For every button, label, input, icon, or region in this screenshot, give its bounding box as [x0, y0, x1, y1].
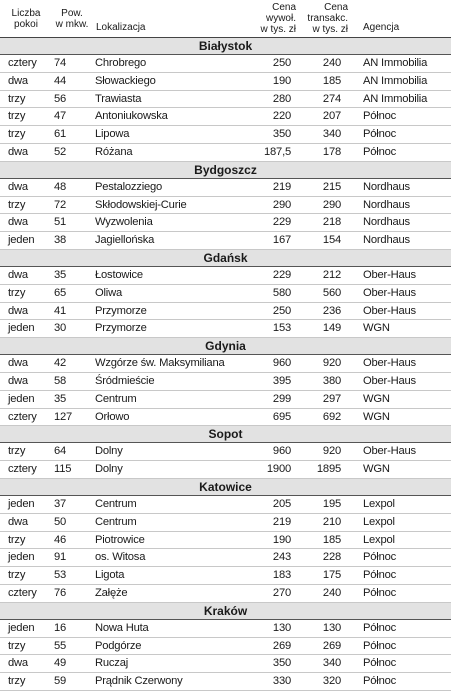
- cell-area: 64: [52, 443, 92, 461]
- cell-rooms: dwa: [0, 143, 52, 161]
- cell-transaction-price: 212: [299, 266, 351, 284]
- cell-transaction-price: 210: [299, 513, 351, 531]
- cell-agency: Lexpol: [351, 531, 451, 549]
- table-row: [0, 232, 451, 250]
- table-row: [0, 443, 451, 461]
- cell-area: 51: [52, 214, 92, 232]
- cell-location: Podgórze: [92, 637, 249, 655]
- table-row: [0, 302, 451, 320]
- cell-transaction-price: 228: [299, 549, 351, 567]
- table-row: [0, 637, 451, 655]
- cell-area: 44: [52, 72, 92, 90]
- cell-area: 48: [52, 178, 92, 196]
- table-row: [0, 584, 451, 602]
- cell-location: Jagiellońska: [92, 232, 249, 250]
- cell-location: Wzgórze św. Maksymiliana: [92, 355, 249, 373]
- cell-rooms: trzy: [0, 196, 52, 214]
- city-name: Gdynia: [0, 338, 451, 355]
- cell-offer-price: 229: [249, 214, 299, 232]
- cell-offer-price: 219: [249, 178, 299, 196]
- cell-rooms: trzy: [0, 443, 52, 461]
- cell-location: Piotrowice: [92, 531, 249, 549]
- cell-agency: Ober-Haus: [351, 443, 451, 461]
- cell-area: 115: [52, 461, 92, 479]
- cell-agency: AN Immobilia: [351, 72, 451, 90]
- cell-agency: WGN: [351, 461, 451, 479]
- cell-offer-price: 229: [249, 266, 299, 284]
- cell-location: Trawiasta: [92, 90, 249, 108]
- table-row: [0, 531, 451, 549]
- cell-offer-price: 350: [249, 126, 299, 144]
- table-row: [0, 90, 451, 108]
- city-section-header: [0, 249, 451, 266]
- cell-rooms: dwa: [0, 266, 52, 284]
- table-row: [0, 408, 451, 426]
- table-row: [0, 126, 451, 144]
- cell-location: Wyzwolenia: [92, 214, 249, 232]
- cell-offer-price: 960: [249, 355, 299, 373]
- cell-offer-price: 330: [249, 673, 299, 691]
- cell-rooms: trzy: [0, 567, 52, 585]
- cell-area: 16: [52, 619, 92, 637]
- cell-offer-price: 220: [249, 108, 299, 126]
- cell-offer-price: 190: [249, 72, 299, 90]
- cell-offer-price: 269: [249, 637, 299, 655]
- table-row: [0, 214, 451, 232]
- cell-agency: AN Immobilia: [351, 55, 451, 73]
- cell-transaction-price: 920: [299, 355, 351, 373]
- cell-rooms: jeden: [0, 390, 52, 408]
- city-name: Kraków: [0, 602, 451, 619]
- cell-area: 56: [52, 90, 92, 108]
- cell-transaction-price: 290: [299, 196, 351, 214]
- cell-location: Przymorze: [92, 302, 249, 320]
- cell-offer-price: 243: [249, 549, 299, 567]
- cell-location: Przymorze: [92, 320, 249, 338]
- cell-area: 74: [52, 55, 92, 73]
- cell-area: 30: [52, 320, 92, 338]
- cell-agency: Północ: [351, 584, 451, 602]
- cell-area: 65: [52, 284, 92, 302]
- cell-agency: Północ: [351, 126, 451, 144]
- cell-rooms: trzy: [0, 108, 52, 126]
- cell-agency: Północ: [351, 637, 451, 655]
- cell-transaction-price: 269: [299, 637, 351, 655]
- cell-area: 52: [52, 143, 92, 161]
- cell-location: Dolny: [92, 461, 249, 479]
- cell-area: 35: [52, 390, 92, 408]
- cell-agency: Ober-Haus: [351, 284, 451, 302]
- cell-agency: Północ: [351, 108, 451, 126]
- city-name: Katowice: [0, 478, 451, 495]
- cell-location: Centrum: [92, 390, 249, 408]
- cell-rooms: trzy: [0, 90, 52, 108]
- cell-transaction-price: 692: [299, 408, 351, 426]
- cell-transaction-price: 340: [299, 126, 351, 144]
- cell-transaction-price: 195: [299, 495, 351, 513]
- cell-rooms: cztery: [0, 584, 52, 602]
- cell-agency: Północ: [351, 567, 451, 585]
- table-row: [0, 549, 451, 567]
- table-row: [0, 355, 451, 373]
- cell-offer-price: 153: [249, 320, 299, 338]
- cell-offer-price: 280: [249, 90, 299, 108]
- cell-offer-price: 250: [249, 55, 299, 73]
- cell-rooms: cztery: [0, 55, 52, 73]
- cell-offer-price: 187,5: [249, 143, 299, 161]
- cell-transaction-price: 920: [299, 443, 351, 461]
- cell-rooms: cztery: [0, 408, 52, 426]
- cell-offer-price: 350: [249, 655, 299, 673]
- cell-agency: Ober-Haus: [351, 372, 451, 390]
- cell-transaction-price: 274: [299, 90, 351, 108]
- cell-offer-price: 167: [249, 232, 299, 250]
- cell-rooms: jeden: [0, 320, 52, 338]
- cell-location: Łostowice: [92, 266, 249, 284]
- cell-agency: Nordhaus: [351, 232, 451, 250]
- cell-offer-price: 183: [249, 567, 299, 585]
- table-row: [0, 390, 451, 408]
- city-section-header: [0, 38, 451, 55]
- cell-location: Słowackiego: [92, 72, 249, 90]
- cell-location: Ligota: [92, 567, 249, 585]
- cell-area: 46: [52, 531, 92, 549]
- cell-area: 59: [52, 673, 92, 691]
- cell-agency: Lexpol: [351, 495, 451, 513]
- cell-location: os. Witosa: [92, 549, 249, 567]
- cell-location: Ruczaj: [92, 655, 249, 673]
- cell-area: 49: [52, 655, 92, 673]
- cell-rooms: jeden: [0, 549, 52, 567]
- table-row: [0, 673, 451, 691]
- cell-area: 37: [52, 495, 92, 513]
- cell-area: 61: [52, 126, 92, 144]
- cell-transaction-price: 185: [299, 531, 351, 549]
- cell-rooms: dwa: [0, 302, 52, 320]
- table-row: [0, 513, 451, 531]
- cell-agency: Północ: [351, 619, 451, 637]
- cell-transaction-price: 130: [299, 619, 351, 637]
- cell-location: Śródmieście: [92, 372, 249, 390]
- cell-transaction-price: 218: [299, 214, 351, 232]
- city-name: Gdańsk: [0, 249, 451, 266]
- cell-rooms: dwa: [0, 655, 52, 673]
- cell-transaction-price: 236: [299, 302, 351, 320]
- header-transaction-price: Cena transakc. w tys. zł: [299, 0, 351, 38]
- table-row: [0, 567, 451, 585]
- table-row: [0, 619, 451, 637]
- cell-offer-price: 299: [249, 390, 299, 408]
- cell-offer-price: 395: [249, 372, 299, 390]
- cell-location: Lipowa: [92, 126, 249, 144]
- cell-rooms: trzy: [0, 673, 52, 691]
- cell-rooms: jeden: [0, 495, 52, 513]
- cell-agency: WGN: [351, 408, 451, 426]
- cell-agency: Północ: [351, 673, 451, 691]
- cell-rooms: jeden: [0, 619, 52, 637]
- table-row: [0, 72, 451, 90]
- cell-transaction-price: 178: [299, 143, 351, 161]
- table-row: [0, 143, 451, 161]
- cell-rooms: dwa: [0, 72, 52, 90]
- cell-transaction-price: 320: [299, 673, 351, 691]
- cell-agency: Nordhaus: [351, 178, 451, 196]
- city-section-header: [0, 426, 451, 443]
- cell-area: 41: [52, 302, 92, 320]
- cell-transaction-price: 240: [299, 55, 351, 73]
- cell-transaction-price: 560: [299, 284, 351, 302]
- cell-rooms: trzy: [0, 531, 52, 549]
- table-header-row: [0, 0, 451, 38]
- city-section-header: [0, 478, 451, 495]
- cell-agency: Północ: [351, 549, 451, 567]
- cell-transaction-price: 185: [299, 72, 351, 90]
- cell-rooms: dwa: [0, 513, 52, 531]
- cell-agency: Północ: [351, 655, 451, 673]
- cell-offer-price: 1900: [249, 461, 299, 479]
- cell-location: Skłodowskiej-Curie: [92, 196, 249, 214]
- cell-area: 72: [52, 196, 92, 214]
- cell-rooms: dwa: [0, 214, 52, 232]
- cell-location: Pestalozziego: [92, 178, 249, 196]
- cell-agency: WGN: [351, 390, 451, 408]
- cell-area: 35: [52, 266, 92, 284]
- cell-agency: WGN: [351, 320, 451, 338]
- cell-area: 58: [52, 372, 92, 390]
- cell-rooms: dwa: [0, 178, 52, 196]
- table-row: [0, 178, 451, 196]
- cell-area: 47: [52, 108, 92, 126]
- cell-offer-price: 270: [249, 584, 299, 602]
- cell-transaction-price: 380: [299, 372, 351, 390]
- table-row: [0, 320, 451, 338]
- cell-offer-price: 219: [249, 513, 299, 531]
- cell-area: 53: [52, 567, 92, 585]
- cell-transaction-price: 154: [299, 232, 351, 250]
- cell-transaction-price: 175: [299, 567, 351, 585]
- cell-transaction-price: 240: [299, 584, 351, 602]
- cell-agency: Ober-Haus: [351, 302, 451, 320]
- cell-location: Załęże: [92, 584, 249, 602]
- table-row: [0, 196, 451, 214]
- cell-area: 91: [52, 549, 92, 567]
- header-offer-price: Cena wywoł. w tys. zł: [249, 0, 299, 38]
- cell-agency: Nordhaus: [351, 214, 451, 232]
- cell-agency: Ober-Haus: [351, 355, 451, 373]
- cell-rooms: trzy: [0, 284, 52, 302]
- cell-location: Oliwa: [92, 284, 249, 302]
- table-row: [0, 55, 451, 73]
- cell-location: Różana: [92, 143, 249, 161]
- city-name: Sopot: [0, 426, 451, 443]
- cell-area: 55: [52, 637, 92, 655]
- cell-rooms: jeden: [0, 232, 52, 250]
- cell-transaction-price: 340: [299, 655, 351, 673]
- cell-offer-price: 960: [249, 443, 299, 461]
- cell-offer-price: 580: [249, 284, 299, 302]
- header-area: Pow. w mkw.: [52, 0, 92, 38]
- table-row: [0, 108, 451, 126]
- cell-offer-price: 205: [249, 495, 299, 513]
- cell-offer-price: 250: [249, 302, 299, 320]
- table-body: [0, 38, 451, 691]
- cell-transaction-price: 297: [299, 390, 351, 408]
- cell-area: 127: [52, 408, 92, 426]
- cell-rooms: dwa: [0, 372, 52, 390]
- cell-rooms: trzy: [0, 637, 52, 655]
- cell-location: Chrobrego: [92, 55, 249, 73]
- cell-agency: Północ: [351, 143, 451, 161]
- cell-offer-price: 290: [249, 196, 299, 214]
- cell-agency: AN Immobilia: [351, 90, 451, 108]
- cell-area: 76: [52, 584, 92, 602]
- header-agency: Agencja: [351, 0, 451, 38]
- cell-area: 42: [52, 355, 92, 373]
- table-row: [0, 266, 451, 284]
- cell-location: Dolny: [92, 443, 249, 461]
- table-row: [0, 372, 451, 390]
- table-row: [0, 495, 451, 513]
- cell-rooms: dwa: [0, 355, 52, 373]
- cell-transaction-price: 215: [299, 178, 351, 196]
- cell-offer-price: 190: [249, 531, 299, 549]
- cell-location: Prądnik Czerwony: [92, 673, 249, 691]
- cell-location: Antoniukowska: [92, 108, 249, 126]
- table-row: [0, 655, 451, 673]
- cell-location: Nowa Huta: [92, 619, 249, 637]
- city-section-header: [0, 602, 451, 619]
- city-section-header: [0, 338, 451, 355]
- table-row: [0, 461, 451, 479]
- city-name: Bydgoszcz: [0, 161, 451, 178]
- cell-location: Centrum: [92, 513, 249, 531]
- cell-agency: Nordhaus: [351, 196, 451, 214]
- cell-transaction-price: 207: [299, 108, 351, 126]
- cell-transaction-price: 1895: [299, 461, 351, 479]
- cell-offer-price: 130: [249, 619, 299, 637]
- header-rooms: Liczba pokoi: [0, 0, 52, 38]
- cell-location: Orłowo: [92, 408, 249, 426]
- cell-rooms: trzy: [0, 126, 52, 144]
- table-row: [0, 284, 451, 302]
- cell-rooms: cztery: [0, 461, 52, 479]
- cell-agency: Ober-Haus: [351, 266, 451, 284]
- city-section-header: [0, 161, 451, 178]
- city-name: Białystok: [0, 38, 451, 55]
- cell-area: 50: [52, 513, 92, 531]
- cell-offer-price: 695: [249, 408, 299, 426]
- header-location: Lokalizacja: [92, 0, 249, 38]
- cell-transaction-price: 149: [299, 320, 351, 338]
- cell-location: Centrum: [92, 495, 249, 513]
- cell-area: 38: [52, 232, 92, 250]
- cell-agency: Lexpol: [351, 513, 451, 531]
